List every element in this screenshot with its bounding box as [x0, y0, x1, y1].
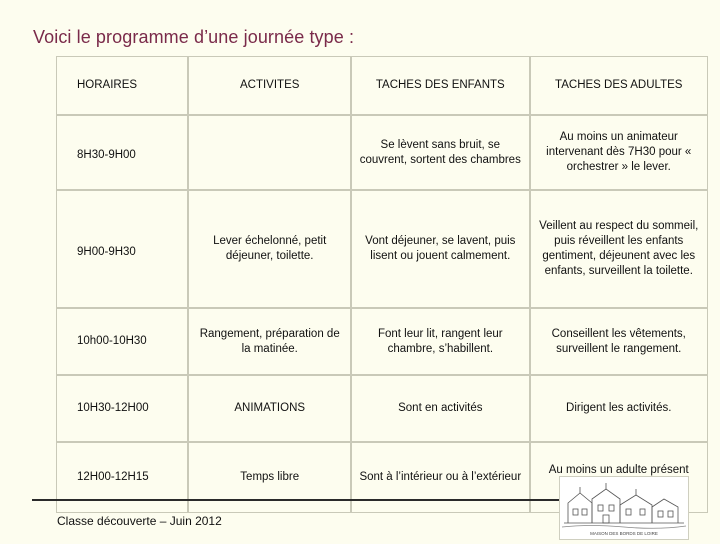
cell-horaire: 9H00-9H30 — [56, 190, 188, 308]
house-sketch-icon — [560, 477, 688, 539]
cell-activite: Temps libre — [188, 442, 351, 513]
cell-horaire: 10H30-12H00 — [56, 375, 188, 442]
cell-taches-enfants: Vont déjeuner, se lavent, puis lisent ou jouent calmement. — [351, 190, 529, 308]
cell-taches-enfants: Sont en activités — [351, 375, 529, 442]
schedule-table — [56, 56, 708, 513]
cell-taches-adultes: Au moins un animateur intervenant dès 7H30 pour « orchestrer » le lever. — [530, 115, 709, 190]
table-row — [56, 375, 708, 442]
table-header-row — [56, 56, 708, 115]
footer-image-caption: MAISON DES BORDS DE LOIRE — [590, 531, 658, 536]
cell-taches-enfants: Sont à l’intérieur ou à l’extérieur — [351, 442, 529, 513]
header-taches-adultes: TACHES DES ADULTES — [530, 56, 709, 115]
cell-activite: ANIMATIONS — [188, 375, 351, 442]
header-horaires: HORAIRES — [56, 56, 188, 115]
table-row — [56, 115, 708, 190]
cell-activite — [188, 115, 351, 190]
cell-taches-adultes: Dirigent les activités. — [530, 375, 709, 442]
cell-taches-adultes: Au moins un adulte présent — [530, 442, 709, 513]
cell-activite: Lever échelonné, petit déjeuner, toilette. — [188, 190, 351, 308]
table-row — [56, 308, 708, 375]
cell-horaire: 10h00-10H30 — [56, 308, 188, 375]
house-sketch-image — [559, 476, 689, 540]
cell-horaire: 12H00-12H15 — [56, 442, 188, 513]
header-taches-enfants: TACHES DES ENFANTS — [351, 56, 529, 115]
cell-taches-enfants: Se lèvent sans bruit, se couvrent, sortent des chambres — [351, 115, 529, 190]
cell-horaire: 8H30-9H00 — [56, 115, 188, 190]
cell-taches-enfants: Font leur lit, rangent leur chambre, s’habillent. — [351, 308, 529, 375]
cell-taches-adultes: Veillent au respect du sommeil, puis réveillent les enfants gentiment, déjeunent avec les enfants, surveillent la toilette. — [530, 190, 709, 308]
cell-activite: Rangement, préparation de la matinée. — [188, 308, 351, 375]
footer-text: Classe découverte – Juin 2012 — [57, 514, 222, 528]
slide-title: Voici le programme d’une journée type : — [33, 27, 355, 47]
cell-taches-adultes: Conseillent les vêtements, surveillent le rangement. — [530, 308, 709, 375]
table-row — [56, 190, 708, 308]
header-activites: ACTIVITES — [188, 56, 351, 115]
